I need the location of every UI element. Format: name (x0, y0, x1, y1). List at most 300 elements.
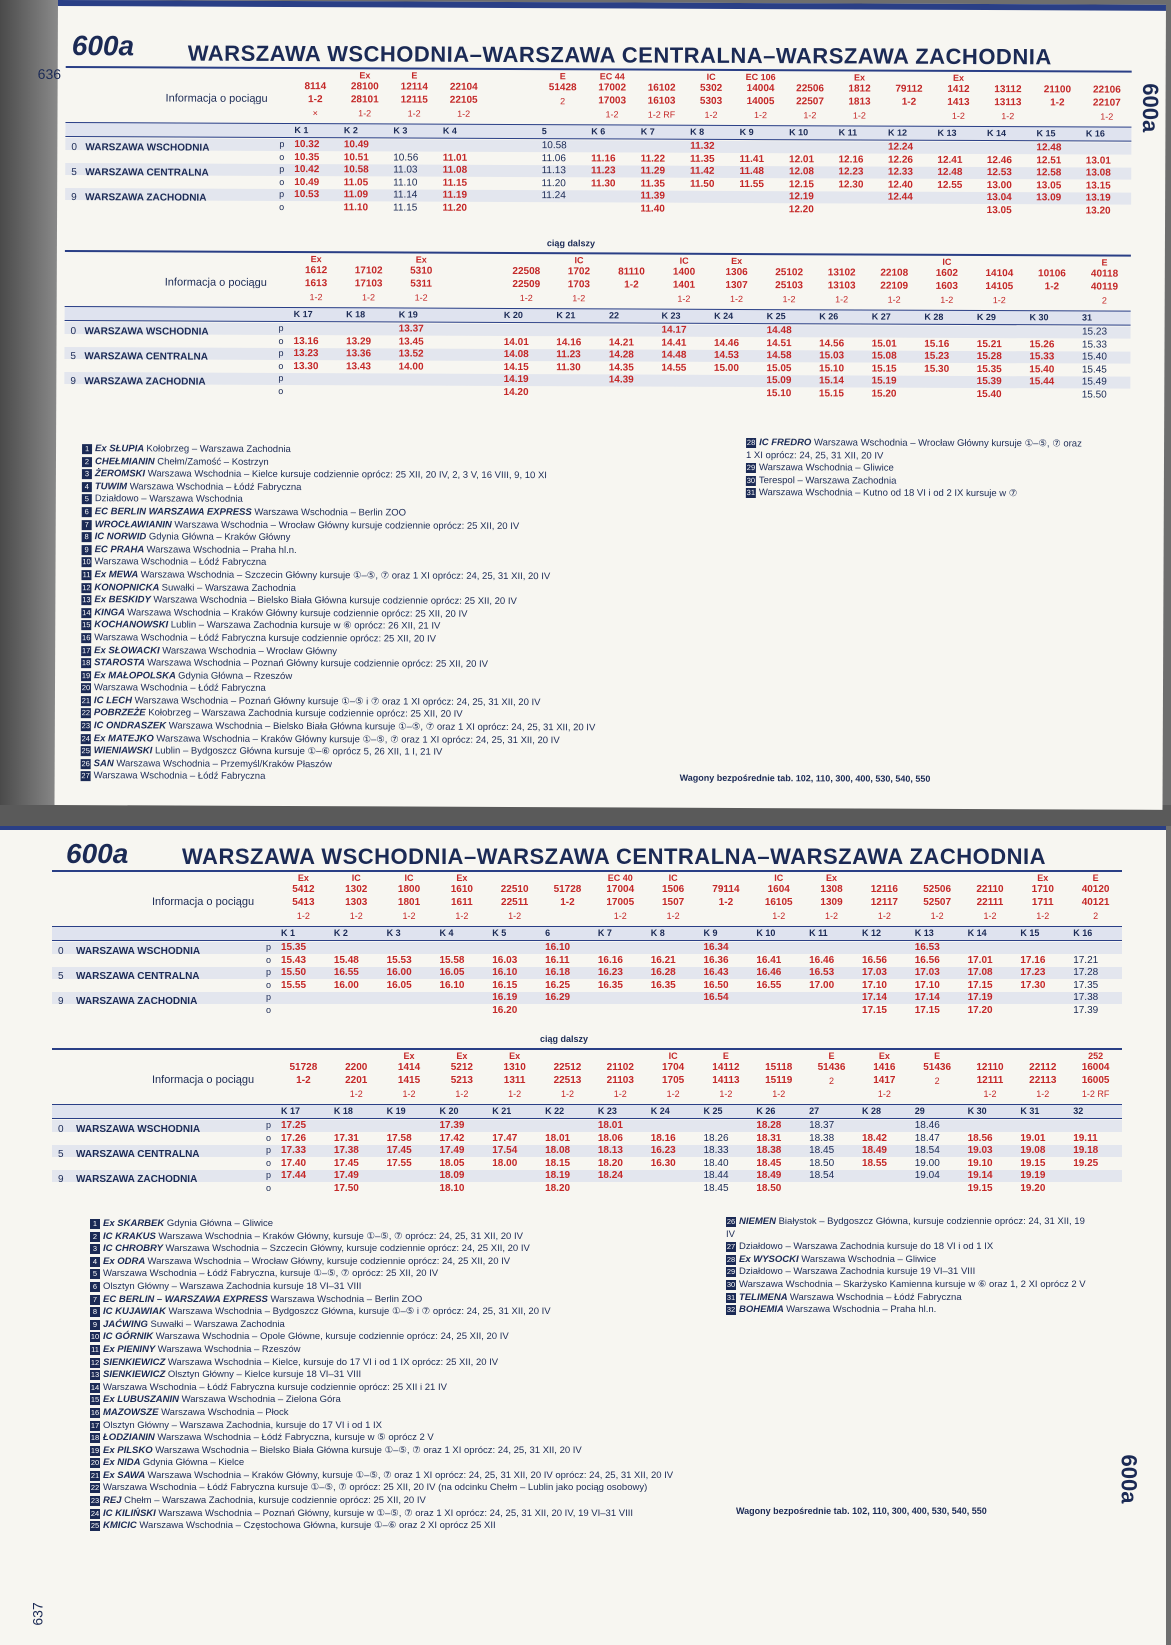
time-cell: 15.48 (333, 954, 359, 966)
note-text: Gdynia Główna – Kielce (142, 1457, 245, 1469)
time-cell: 11.13 (541, 165, 566, 177)
note-text: Warszawa Wschodnia – Opole Główne, kursuje codziennie oprócz: 24, 25 XII, 20 IV (155, 1331, 509, 1343)
time-cell: 16.35 (597, 979, 623, 991)
continued-label: ciąg dalszy (546, 238, 595, 249)
train-category: Ex (1037, 873, 1049, 883)
time-cell: 15.19 (871, 375, 897, 387)
note-number-badge: 16 (82, 633, 91, 643)
time-cell: 13.52 (398, 348, 424, 360)
train-index: K 7 (640, 126, 655, 137)
train-number: 1-2 (624, 279, 639, 291)
time-cell: 19.04 (914, 1170, 940, 1181)
train-index: K 10 (756, 928, 776, 938)
time-cell: 18.09 (439, 1170, 465, 1181)
train-category: E (828, 1051, 835, 1061)
train-number: 15118 (765, 1062, 793, 1073)
time-cell: 11.55 (739, 178, 764, 190)
station-name: WARSZAWA ZACHODNIA (76, 996, 198, 1007)
arr-dep-marker: p (279, 188, 285, 199)
time-cell: 15.09 (766, 375, 792, 387)
train-number: 1-2 (508, 911, 522, 921)
train-name: IC FREDRO (759, 437, 814, 449)
train-number: 51436 (923, 1062, 952, 1073)
time-cell: 17.31 (333, 1132, 359, 1144)
train-number: 1-2 (296, 911, 310, 921)
train-index: K 19 (386, 1106, 406, 1116)
note-number-badge: 2 (90, 1232, 100, 1242)
note-text: Warszawa Wschodnia – Bydgoszcz Główna, kursuje ①–⑤ i ⑦ oprócz: 24, 25, 31 XII, 20 IV (168, 1306, 551, 1318)
time-cell: 19.25 (1073, 1157, 1099, 1169)
time-cell: 18.47 (914, 1132, 940, 1144)
train-category: Ex (952, 72, 965, 83)
info-label: Informacja o pociągu (152, 896, 255, 908)
train-number: 1-2 (308, 94, 323, 106)
time-cell: 16.41 (756, 954, 782, 966)
note-number-badge: 23 (81, 721, 91, 731)
time-cell: 11.22 (640, 153, 666, 165)
time-cell: 16.36 (703, 954, 729, 966)
train-number: 1-2 (457, 108, 471, 119)
time-cell: 11.32 (690, 140, 715, 152)
time-cell: 13.43 (345, 360, 372, 372)
time-cell: 18.45 (809, 1145, 835, 1156)
train-name: MAZOWSZE (103, 1406, 162, 1418)
note-text: Warszawa Wschodnia – Bielsko Biała Główna kursuje ①–⑤, ⑦ oraz 1 XI oprócz: 24, 25, 31 XII, 20 IV (155, 1444, 582, 1456)
time-cell: 15.35 (976, 363, 1002, 375)
note-text: Warszawa Wschodnia – Przemyśl/Kraków Płaszów (116, 758, 332, 771)
note-text: Lublin – Warszawa Zachodnia kursuje w ⑥ oprócz: 26 XII, 21 IV (170, 619, 441, 632)
note-number-badge: 28 (726, 1254, 736, 1264)
time-row (52, 1145, 1122, 1157)
note-text: Warszawa Wschodnia – Szczecin Główny kursuje ①–⑤, ⑦ oraz 1 XI oprócz: 24, 25, 31 XII, 20 IV (140, 569, 551, 583)
note-number-badge: 9 (82, 545, 92, 555)
time-cell: 11.19 (442, 189, 468, 201)
train-name: ŻEROMSKI (94, 468, 148, 480)
train-number: 13112 (994, 84, 1022, 96)
time-cell: 18.16 (650, 1132, 676, 1144)
train-number: 1311 (503, 1075, 526, 1086)
train-number: 1414 (397, 1062, 421, 1073)
note-item (90, 1394, 730, 1407)
note-text: Warszawa Wschodnia – Kutno od 18 VI i od 2 IX kursuje w ⑦ (758, 487, 1018, 500)
arr-dep-marker: p (266, 942, 272, 952)
note-text: Warszawa Wschodnia – Łódź Fabryczna, kursuje ①–⑤, ⑦ oprócz: 25 XII, 20 IV (103, 1268, 439, 1280)
train-number: 8114 (304, 81, 327, 93)
time-cell: 18.01 (597, 1120, 623, 1131)
train-index: K 21 (556, 310, 576, 321)
train-index: K 30 (1029, 312, 1049, 323)
time-cell: 15.23 (1081, 326, 1108, 338)
train-number: 1702 (567, 266, 591, 278)
note-number-badge: 25 (90, 1521, 100, 1531)
page-title: WARSZAWA WSCHODNIA–WARSZAWA CENTRALNA–WARSZAWA ZACHODNIA (187, 40, 1052, 70)
train-number: 1-2 (296, 1075, 311, 1086)
note-text: Warszawa Wschodnia – Częstochowa Główna, kursuje ①–⑥ oraz 2 XI oprócz 25 XII (139, 1520, 496, 1532)
train-name: Ex MATEJKO (93, 732, 157, 745)
time-cell: 18.33 (703, 1145, 729, 1156)
time-cell: 10.42 (294, 164, 320, 176)
train-number: 1611 (450, 897, 473, 908)
note-text: Suwałki – Warszawa Zachodnia (161, 581, 296, 594)
train-number: 1-2 (519, 293, 533, 304)
time-cell: 13.09 (1036, 192, 1062, 204)
note-item (90, 1470, 730, 1483)
train-number: 1-2 (901, 96, 917, 108)
time-cell: 16.23 (597, 967, 623, 978)
train-number: 40119 (1090, 281, 1119, 293)
time-cell: 15.55 (281, 979, 307, 991)
train-number: 5212 (450, 1062, 473, 1073)
train-index: K 21 (492, 1106, 512, 1116)
train-number: 14112 (712, 1062, 740, 1073)
train-number: 12114 (400, 81, 428, 93)
time-cell: 15.39 (976, 376, 1002, 388)
station-km: 5 (58, 1149, 64, 1160)
train-number: 12110 (976, 1062, 1004, 1073)
train-number: 1416 (873, 1062, 896, 1073)
time-cell: 18.54 (809, 1170, 835, 1181)
info-label: Informacja o pociągu (165, 92, 268, 105)
time-cell: 15.23 (924, 350, 950, 362)
time-cell: 15.53 (386, 954, 412, 966)
time-cell: 15.26 (1029, 338, 1055, 350)
time-cell: 16.55 (756, 979, 782, 991)
train-index: K 18 (333, 1106, 353, 1116)
train-index: 27 (809, 1106, 820, 1116)
time-cell: 19.10 (967, 1157, 993, 1169)
note-number-badge: 13 (82, 595, 91, 605)
arr-dep-marker: o (279, 201, 285, 212)
train-name: WROCŁAWIANIN (94, 518, 175, 531)
time-cell: 12.40 (887, 179, 913, 191)
time-row (52, 1005, 1122, 1017)
note-item (90, 1382, 730, 1395)
train-number: 22506 (796, 83, 824, 95)
note-text: Lublin – Bydgoszcz Główna kursuje ①–⑥ oprócz 5, 26 XII, 1 I, 21 IV (154, 745, 443, 758)
train-number: 1-2 RF (647, 109, 676, 120)
train-number: 1-2 (1001, 111, 1015, 122)
train-number: 22108 (880, 267, 909, 279)
station-km: 5 (58, 971, 64, 982)
note-text: Działdowo – Warszawa Wschodnia (94, 493, 243, 506)
time-cell: 17.08 (967, 967, 993, 978)
note-number-badge: 8 (90, 1307, 100, 1317)
time-cell: 16.05 (386, 979, 412, 991)
train-number: 1413 (947, 96, 970, 108)
train-number: 51428 (548, 82, 577, 94)
train-index: K 4 (439, 928, 454, 938)
train-number: 1-2 (852, 110, 866, 121)
time-cell: 19.15 (967, 1182, 993, 1194)
note-text: Warszawa Wschodnia – Płock (161, 1406, 289, 1418)
train-index-row (52, 1104, 1122, 1119)
train-number: 22510 (500, 884, 529, 895)
time-cell: 16.34 (703, 942, 729, 953)
note-item (90, 1294, 730, 1307)
time-cell: 11.48 (739, 165, 765, 178)
train-category: Ex (415, 254, 427, 265)
time-cell: 15.40 (1029, 363, 1055, 375)
time-cell: 18.50 (756, 1182, 782, 1194)
train-number: 22512 (553, 1062, 582, 1073)
train-index: K 24 (714, 310, 734, 321)
time-cell: 18.49 (861, 1145, 887, 1156)
train-index: K 25 (766, 311, 786, 322)
train-name: IC LECH (93, 695, 135, 707)
time-cell: 11.09 (343, 189, 369, 201)
train-number: 16005 (1081, 1075, 1110, 1086)
train-name: REJ (103, 1495, 125, 1507)
time-cell: 17.14 (914, 992, 940, 1003)
train-number: 1-2 (414, 292, 428, 303)
train-number: 51728 (553, 884, 582, 895)
train-number: 14105 (985, 281, 1014, 293)
train-index: K 7 (597, 928, 612, 938)
train-index: K 8 (650, 928, 665, 938)
note-number-badge: 27 (81, 771, 90, 781)
train-number: 13113 (994, 97, 1022, 109)
station-km: 9 (58, 996, 64, 1007)
train-number: 1-2 (877, 1089, 891, 1099)
time-cell: 16.46 (809, 954, 835, 966)
info-label: Informacja o pociągu (164, 276, 267, 289)
time-cell: 12.16 (838, 153, 864, 166)
train-name: TUWIM (94, 480, 130, 493)
note-number-badge: 5 (82, 494, 92, 504)
time-cell: 17.03 (861, 967, 887, 978)
time-cell: 11.42 (689, 165, 715, 177)
time-cell: 11.10 (343, 201, 369, 213)
time-cell: 16.11 (545, 954, 570, 966)
note-number-badge: 16 (90, 1407, 100, 1417)
train-number: 22111 (976, 897, 1004, 908)
note-number-badge: 6 (90, 1282, 100, 1292)
train-name: NIEMEN (739, 1216, 779, 1227)
train-number: 21102 (606, 1062, 634, 1073)
station-km: 0 (71, 142, 77, 154)
train-number: 12117 (870, 897, 898, 908)
train-index: K 28 (861, 1106, 881, 1116)
train-category: Ex (878, 1051, 890, 1061)
train-number: 1710 (1031, 884, 1054, 895)
train-number: 22513 (553, 1075, 582, 1086)
train-name: Ex PIENINY (103, 1343, 158, 1355)
train-number: 17103 (354, 278, 383, 290)
note-text: Gdynia Główna – Rzeszów (178, 670, 293, 682)
time-cell: 17.40 (281, 1157, 307, 1169)
note-item (90, 1306, 730, 1319)
train-category: IC (774, 873, 784, 883)
time-cell: 14.51 (766, 337, 792, 349)
train-number: 22110 (976, 884, 1004, 895)
train-number: 1-2 (560, 1089, 574, 1099)
time-cell: 17.19 (967, 992, 993, 1003)
time-cell: 15.40 (1081, 351, 1107, 363)
train-number: 2 (1093, 911, 1099, 921)
station-name: WARSZAWA WSCHODNIA (84, 326, 209, 338)
note-text: Warszawa Wschodnia – Gliwice (801, 1253, 937, 1265)
train-index: K 9 (703, 928, 718, 938)
note-number-badge: 22 (81, 708, 91, 718)
time-cell: 14.53 (713, 349, 740, 361)
train-index: K 15 (1036, 128, 1056, 139)
train-number: 1-2 (1036, 1089, 1050, 1099)
arr-dep-marker: o (279, 151, 285, 162)
time-cell: 13.37 (398, 323, 424, 335)
note-item (90, 1445, 730, 1458)
train-name: KINGA (94, 606, 128, 619)
time-cell: 11.24 (541, 190, 566, 202)
time-cell: 15.58 (439, 954, 465, 966)
station-name: WARSZAWA ZACHODNIA (85, 192, 207, 204)
note-item (90, 1344, 730, 1357)
note-text: Olsztyn Główny – Kielce kursuje 18 VI–31 VIII (167, 1369, 362, 1381)
train-number: 1-2 (887, 294, 901, 305)
continued-label: ciąg dalszy (540, 1034, 589, 1044)
time-cell: 15.44 (1029, 376, 1055, 388)
note-number-badge: 10 (82, 557, 91, 567)
note-text: Terespol – Warszawa Zachodnia (758, 474, 897, 487)
time-cell: 11.01 (442, 152, 468, 164)
note-text: Warszawa Wschodnia – Zielona Góra (181, 1394, 341, 1406)
time-cell: 10.53 (294, 189, 320, 201)
time-cell: 16.43 (703, 967, 729, 978)
note-text: Warszawa Wschodnia – Berlin ZOO (270, 1293, 423, 1305)
note-item (90, 1281, 730, 1294)
arr-dep-marker: o (278, 335, 284, 346)
time-cell: 16.18 (545, 967, 571, 978)
time-cell: 14.28 (608, 349, 634, 361)
station-km: 9 (71, 192, 77, 204)
note-item (90, 1432, 730, 1445)
time-cell: 18.00 (492, 1157, 518, 1169)
note-text: Olsztyn Główny – Warszawa Zachodnia, kursuje do 17 VI i od 1 IX (103, 1419, 382, 1431)
train-number: 22508 (512, 265, 541, 278)
train-number: 13103 (827, 280, 856, 292)
time-cell: 11.06 (541, 152, 566, 164)
train-index: K 11 (809, 928, 828, 938)
side-table-number: 600a (1116, 1454, 1142, 1504)
train-index: K 10 (789, 127, 809, 138)
train-index: K 23 (661, 310, 681, 321)
time-cell: 16.55 (333, 967, 359, 978)
time-cell: 14.56 (819, 337, 845, 349)
note-number-badge: 11 (82, 570, 91, 580)
time-cell: 19.20 (1020, 1182, 1046, 1194)
time-cell: 15.49 (1081, 376, 1107, 388)
train-name: IC KILIŃSKI (103, 1507, 159, 1519)
time-cell: 15.01 (871, 338, 897, 350)
time-cell: 13.05 (1036, 179, 1062, 191)
time-cell: 13.29 (346, 335, 372, 347)
note-number-badge: 31 (726, 1292, 736, 1302)
time-cell: 12.46 (986, 154, 1012, 166)
time-cell: 14.20 (503, 386, 529, 398)
time-cell: 15.28 (976, 351, 1002, 363)
time-cell: 17.47 (492, 1132, 518, 1144)
time-cell: 14.48 (661, 349, 687, 361)
time-cell: 12.55 (937, 179, 963, 191)
train-number: 5303 (699, 95, 723, 107)
train-number: 16102 (647, 82, 676, 94)
train-number: 17005 (606, 897, 635, 908)
note-text: Warszawa Wschodnia – Poznań Główny kursuje ①–⑤ i ⑦ oraz 1 XI oprócz: 24, 25, 31 XII, 20 IV (134, 695, 541, 708)
note-number-badge: 26 (726, 1217, 736, 1226)
train-number: 5302 (699, 82, 723, 94)
train-number: 22507 (796, 96, 824, 108)
note-number-badge: 20 (90, 1458, 100, 1468)
time-cell: 16.10 (492, 967, 518, 978)
note-number-badge: 7 (90, 1295, 100, 1305)
train-number: 1-2 (402, 911, 416, 921)
train-number: 1-2 (983, 911, 997, 921)
time-cell: 15.15 (871, 363, 897, 375)
time-cell: 18.19 (545, 1170, 571, 1181)
time-cell: 17.03 (914, 967, 940, 978)
notes-left (90, 1218, 730, 1533)
train-number: 28100 (350, 81, 379, 93)
train-index: K 2 (343, 125, 358, 136)
note-text: Warszawa Wschodnia – Łódź Fabryczna kursuje ①–⑤, ⑦ oprócz: 25 XII, 20 IV (na odcinku Chełm – Lublin jako pociąg osobowy) (103, 1482, 648, 1494)
note-number-badge: 12 (82, 582, 91, 592)
time-cell: 16.10 (545, 942, 571, 953)
time-cell: 17.38 (333, 1145, 359, 1156)
train-number: 1302 (345, 884, 368, 895)
station-name: WARSZAWA WSCHODNIA (85, 142, 210, 154)
train-index: K 17 (293, 309, 313, 320)
time-cell: 18.05 (439, 1157, 465, 1169)
time-cell: 10.35 (294, 151, 320, 163)
note-text: Warszawa Wschodnia – Praha hl.n. (146, 544, 297, 556)
note-item (90, 1482, 730, 1495)
page-number: 636 (37, 65, 62, 83)
train-number: 52507 (923, 897, 952, 908)
time-cell: 18.20 (545, 1182, 571, 1194)
time-cell: 16.23 (650, 1145, 676, 1156)
train-index: 22 (608, 310, 620, 321)
note-number-badge: 17 (90, 1420, 100, 1430)
train-number: 1-2 (718, 897, 734, 908)
time-cell: 15.15 (818, 387, 844, 399)
train-number: 2 (560, 96, 566, 107)
train-name: Ex SKARBEK (103, 1218, 167, 1229)
time-cell: 15.40 (976, 388, 1002, 400)
train-number: 2 (934, 1076, 940, 1086)
note-text: Warszawa Wschodnia – Gliwice (758, 462, 894, 474)
train-number: 12116 (870, 884, 898, 895)
note-item (90, 1243, 730, 1256)
train-number: 22511 (501, 897, 529, 908)
time-cell: 10.32 (294, 139, 320, 151)
time-cell: 14.08 (503, 348, 529, 361)
time-cell: 18.13 (597, 1145, 623, 1156)
train-category: Ex (310, 254, 322, 265)
note-number-badge: 28 (746, 438, 756, 448)
notes-right (746, 437, 1086, 501)
note-text: Warszawa Wschodnia – Poznań Główny kursuje codziennie oprócz: 25 XII, 20 IV (147, 657, 489, 670)
train-number: 12115 (400, 94, 428, 106)
train-name: KMICIC (103, 1520, 140, 1532)
time-cell: 10.58 (541, 140, 567, 152)
time-cell: 16.35 (650, 979, 676, 991)
arr-dep-marker: o (278, 385, 284, 396)
note-item (726, 1241, 1086, 1254)
note-item (90, 1319, 730, 1332)
station-name: WARSZAWA ZACHODNIA (84, 376, 206, 388)
time-cell: 18.46 (914, 1120, 940, 1131)
time-cell: 15.50 (281, 967, 307, 978)
station-km: 9 (58, 1174, 64, 1185)
